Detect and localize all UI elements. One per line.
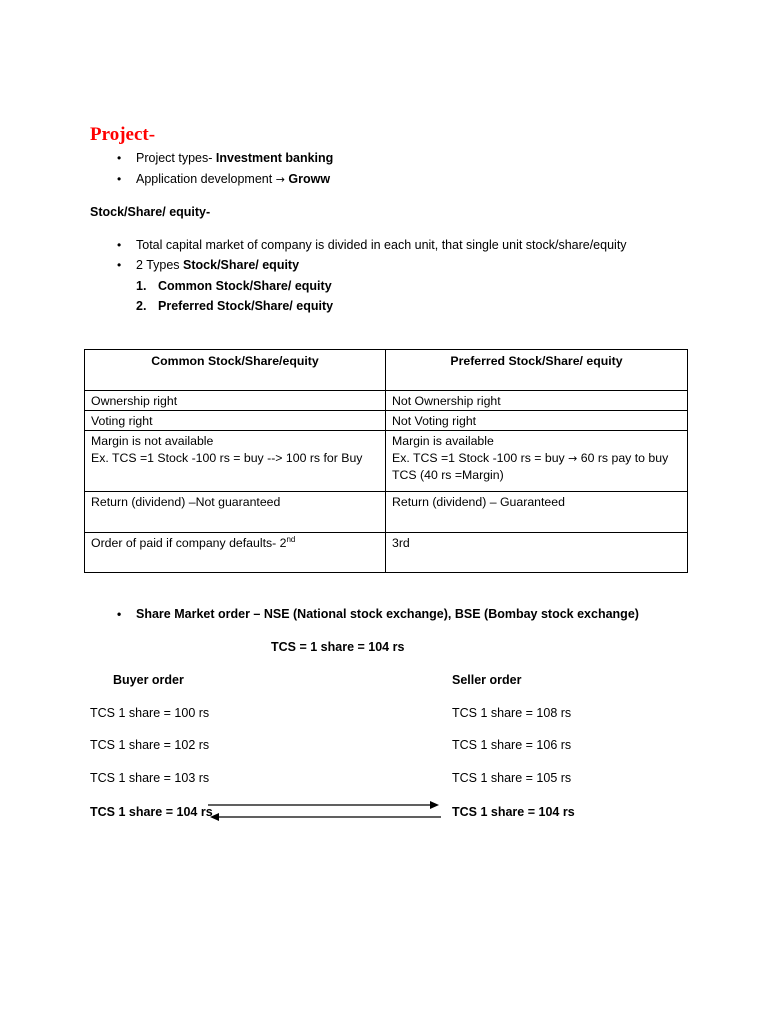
arrow-head-right bbox=[430, 801, 439, 809]
table-cell bbox=[386, 431, 688, 492]
cell-line: Ex. TCS =1 Stock -100 rs = buy --> 100 rs for Buy bbox=[91, 451, 363, 465]
app-dev-value: Groww bbox=[288, 172, 331, 186]
types-list-item-2 bbox=[136, 299, 334, 313]
comparison-table bbox=[84, 349, 688, 573]
project-types-label: Project types- bbox=[136, 151, 216, 165]
list-item-text: Common Stock/Share/ equity bbox=[158, 279, 332, 293]
cell-line bbox=[392, 450, 681, 467]
buyer-order-1: TCS 1 share = 100 rs bbox=[90, 706, 210, 720]
table-header-preferred: Preferred Stock/Share/ equity bbox=[386, 350, 688, 391]
buyer-order-3: TCS 1 share = 103 rs bbox=[90, 771, 210, 785]
seller-match-order: TCS 1 share = 104 rs bbox=[452, 805, 575, 819]
cell-line: Margin is available bbox=[392, 434, 494, 448]
bullet-dot: • bbox=[117, 172, 122, 186]
table-row bbox=[85, 492, 688, 533]
table-cell: Not Voting right bbox=[386, 411, 688, 431]
bullet-dot: • bbox=[117, 607, 122, 621]
cell-line: TCS (40 rs =Margin) bbox=[392, 468, 504, 482]
cell-text: Order of paid if company defaults- 2 bbox=[91, 536, 287, 550]
table-cell: Return (dividend) – Guaranteed bbox=[386, 492, 688, 533]
buyer-heading: Buyer order bbox=[113, 673, 184, 687]
table-cell: Ownership right bbox=[85, 391, 386, 411]
bullet-dot: • bbox=[117, 238, 122, 252]
bullet-dot: • bbox=[117, 151, 122, 165]
table-header-common: Common Stock/Share/equity bbox=[85, 350, 386, 391]
bullet-dot: • bbox=[117, 258, 122, 272]
list-number: 1. bbox=[136, 279, 147, 293]
project-types-value: Investment banking bbox=[215, 151, 334, 165]
cell-text: Ex. TCS =1 Stock -100 rs = buy bbox=[392, 451, 569, 465]
buyer-match-order: TCS 1 share = 104 rs bbox=[90, 805, 213, 819]
market-bullet-text: Share Market order – NSE (National stock exchange), BSE (Bombay stock exchange) bbox=[136, 607, 639, 621]
types-label: 2 Types bbox=[136, 258, 184, 272]
table-cell bbox=[85, 431, 386, 492]
seller-order-1: TCS 1 share = 108 rs bbox=[452, 706, 572, 720]
cell-text: 60 rs pay to buy bbox=[577, 451, 669, 465]
list-item-text: Preferred Stock/Share/ equity bbox=[158, 299, 334, 313]
table-row bbox=[85, 411, 688, 431]
superscript: nd bbox=[286, 534, 296, 544]
table-row bbox=[85, 391, 688, 411]
table-row bbox=[85, 431, 688, 492]
types-value: Stock/Share/ equity bbox=[183, 258, 300, 272]
list-number: 2. bbox=[136, 299, 147, 313]
price-line: TCS = 1 share = 104 rs bbox=[271, 640, 405, 654]
project-title: Project- bbox=[90, 124, 156, 145]
seller-order-2: TCS 1 share = 106 rs bbox=[452, 738, 572, 752]
stock-definition-text: Total capital market of company is divided in each unit, that single unit stock/share/equity bbox=[136, 238, 627, 252]
table-row bbox=[85, 533, 688, 573]
right-arrow-icon: → bbox=[568, 452, 578, 465]
stock-heading: Stock/Share/ equity- bbox=[90, 205, 211, 219]
table-cell: Not Ownership right bbox=[386, 391, 688, 411]
table-cell: Voting right bbox=[85, 411, 386, 431]
seller-heading: Seller order bbox=[452, 673, 522, 687]
types-list-item-1 bbox=[136, 279, 332, 293]
buyer-order-2: TCS 1 share = 102 rs bbox=[90, 738, 210, 752]
cell-line: Margin is not available bbox=[91, 434, 214, 448]
table-header-row bbox=[85, 350, 688, 391]
table-cell: Return (dividend) –Not guaranteed bbox=[85, 492, 386, 533]
order-match-arrows-icon bbox=[205, 797, 445, 825]
table-cell: 3rd bbox=[386, 533, 688, 573]
table-cell bbox=[85, 533, 386, 573]
right-arrow-icon: → bbox=[275, 173, 285, 186]
arrow-head-left bbox=[210, 813, 219, 821]
seller-order-3: TCS 1 share = 105 rs bbox=[452, 771, 572, 785]
app-dev-label: Application development bbox=[136, 172, 276, 186]
